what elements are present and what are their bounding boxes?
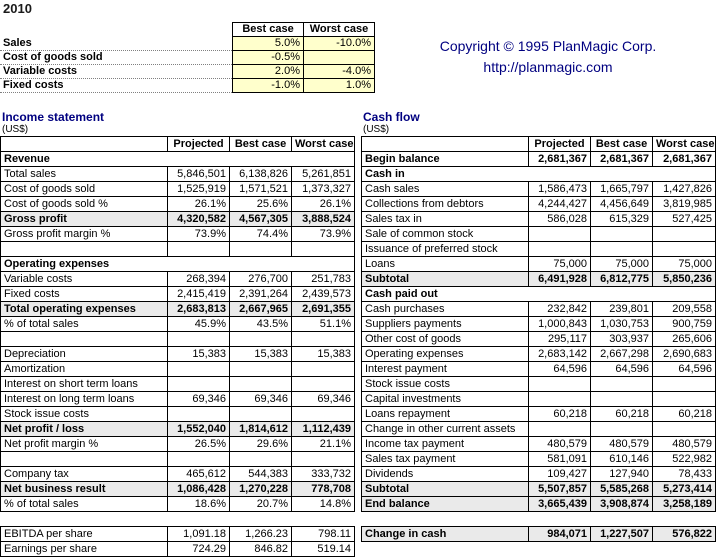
cashflow-value-projected: 480,579	[529, 437, 591, 452]
income-value-worst-case: 778,708	[292, 482, 355, 497]
income-value-best-case	[230, 377, 292, 392]
income-row-label: EBITDA per share	[1, 527, 168, 542]
income-data-row	[1, 527, 355, 542]
cashflow-value-projected: 1,586,473	[529, 182, 591, 197]
income-value-best-case: 544,383	[230, 467, 292, 482]
income-value-worst-case: 73.9%	[292, 227, 355, 242]
scenario-input-worst[interactable]: -10.0%	[304, 37, 375, 51]
income-spacer-cell	[292, 332, 355, 347]
cashflow-total-row	[362, 527, 716, 542]
income-value-projected: 26.5%	[168, 437, 230, 452]
income-value-worst-case: 14.8%	[292, 497, 355, 512]
income-value-best-case: 15,383	[230, 347, 292, 362]
income-value-worst-case: 3,888,524	[292, 212, 355, 227]
cashflow-value-worst-case: 480,579	[653, 437, 716, 452]
cashflow-value-worst-case: 265,606	[653, 332, 716, 347]
income-statement-panel	[0, 110, 355, 557]
income-header-label	[1, 137, 168, 152]
cashflow-data-row	[362, 257, 716, 272]
income-value-best-case: 25.6%	[230, 197, 292, 212]
income-data-row	[1, 347, 355, 362]
income-data-row	[1, 542, 355, 557]
cashflow-row-label: Begin balance	[362, 152, 529, 167]
income-row-label: Cost of goods sold %	[1, 197, 168, 212]
income-value-projected: 26.1%	[168, 197, 230, 212]
cashflow-section-label: Cash paid out	[362, 287, 716, 302]
cashflow-row-label: Dividends	[362, 467, 529, 482]
cashflow-total-row	[362, 272, 716, 287]
cashflow-row-label: Operating expenses	[362, 347, 529, 362]
income-gap-row	[1, 512, 355, 527]
income-data-row	[1, 197, 355, 212]
income-value-projected: 1,525,919	[168, 182, 230, 197]
cashflow-value-best-case: 4,456,649	[591, 197, 653, 212]
income-value-worst-case: 1,373,327	[292, 182, 355, 197]
scenario-row-label: Fixed costs	[0, 79, 233, 93]
cash-flow-table	[361, 136, 716, 542]
cashflow-data-row	[362, 332, 716, 347]
income-spacer-cell	[1, 242, 168, 257]
cashflow-header-row	[362, 137, 716, 152]
income-value-best-case: 69,346	[230, 392, 292, 407]
cashflow-value-best-case: 1,227,507	[591, 527, 653, 542]
income-value-worst-case: 21.1%	[292, 437, 355, 452]
income-data-row	[1, 182, 355, 197]
income-value-worst-case: 15,383	[292, 347, 355, 362]
cashflow-value-projected	[529, 392, 591, 407]
copyright-line-1: Copyright © 1995 PlanMagic Corp.	[439, 38, 657, 54]
income-value-projected: 45.9%	[168, 317, 230, 332]
cashflow-row-label: Other cost of goods	[362, 332, 529, 347]
income-spacer-row	[1, 242, 355, 257]
income-row-label: Total operating expenses	[1, 302, 168, 317]
income-spacer-cell	[292, 242, 355, 257]
cashflow-section-row	[362, 167, 716, 182]
income-value-projected	[168, 377, 230, 392]
income-value-projected: 2,683,813	[168, 302, 230, 317]
income-row-label: Fixed costs	[1, 287, 168, 302]
income-total-row	[1, 482, 355, 497]
income-row-label: % of total sales	[1, 497, 168, 512]
scenario-input-worst[interactable]	[304, 51, 375, 65]
income-value-best-case: 2,391,264	[230, 287, 292, 302]
cashflow-row-label: Collections from debtors	[362, 197, 529, 212]
income-header-projected: Projected	[168, 137, 230, 152]
income-value-worst-case: 2,691,355	[292, 302, 355, 317]
cashflow-section-row	[362, 287, 716, 302]
cashflow-value-best-case	[591, 392, 653, 407]
cashflow-value-best-case: 1,030,753	[591, 317, 653, 332]
cashflow-value-best-case: 5,585,268	[591, 482, 653, 497]
cashflow-data-row	[362, 242, 716, 257]
income-total-row	[1, 422, 355, 437]
cashflow-value-best-case: 75,000	[591, 257, 653, 272]
cashflow-row-label: Issuance of preferred stock	[362, 242, 529, 257]
cashflow-value-projected: 2,681,367	[529, 152, 591, 167]
cashflow-value-projected: 984,071	[529, 527, 591, 542]
cashflow-data-row	[362, 182, 716, 197]
scenario-input-best[interactable]: 5.0%	[233, 37, 304, 51]
income-value-projected: 465,612	[168, 467, 230, 482]
income-value-projected: 2,415,419	[168, 287, 230, 302]
cashflow-row-label: Cash purchases	[362, 302, 529, 317]
cashflow-data-row	[362, 452, 716, 467]
cashflow-value-best-case: 1,665,797	[591, 182, 653, 197]
cashflow-data-row	[362, 407, 716, 422]
income-value-best-case: 6,138,826	[230, 167, 292, 182]
income-data-row	[1, 227, 355, 242]
cashflow-data-row	[362, 362, 716, 377]
income-row-label: Variable costs	[1, 272, 168, 287]
income-value-worst-case: 5,261,851	[292, 167, 355, 182]
income-value-projected: 4,320,582	[168, 212, 230, 227]
income-data-row	[1, 272, 355, 287]
cashflow-value-best-case	[591, 422, 653, 437]
scenario-row-label: Cost of goods sold	[0, 51, 233, 65]
cashflow-value-worst-case	[653, 422, 716, 437]
cashflow-value-projected: 586,028	[529, 212, 591, 227]
cashflow-data-row	[362, 347, 716, 362]
income-row-label: Gross profit margin %	[1, 227, 168, 242]
income-value-projected	[168, 362, 230, 377]
income-row-label: Net profit / loss	[1, 422, 168, 437]
cash-flow-title: Cash flow	[363, 110, 420, 124]
income-row-label: Interest on short term loans	[1, 377, 168, 392]
income-value-projected	[168, 407, 230, 422]
income-data-row	[1, 392, 355, 407]
cashflow-header-label	[362, 137, 529, 152]
cashflow-row-label: Subtotal	[362, 482, 529, 497]
cashflow-value-projected: 3,665,439	[529, 497, 591, 512]
cashflow-value-worst-case: 2,690,683	[653, 347, 716, 362]
cashflow-value-best-case: 60,218	[591, 407, 653, 422]
cashflow-row-label: Sales tax payment	[362, 452, 529, 467]
income-value-best-case: 43.5%	[230, 317, 292, 332]
cashflow-value-best-case: 303,937	[591, 332, 653, 347]
cashflow-gap-row	[362, 512, 716, 527]
income-header-worst-case: Worst case	[292, 137, 355, 152]
income-value-projected: 15,383	[168, 347, 230, 362]
cashflow-gap-cell	[362, 512, 716, 527]
income-section-row	[1, 152, 355, 167]
cashflow-value-best-case: 127,940	[591, 467, 653, 482]
income-value-best-case: 1,571,521	[230, 182, 292, 197]
income-spacer-cell	[230, 332, 292, 347]
cashflow-value-worst-case	[653, 227, 716, 242]
cashflow-data-row	[362, 197, 716, 212]
cashflow-value-projected: 5,507,857	[529, 482, 591, 497]
income-data-row	[1, 287, 355, 302]
income-statement-title: Income statement	[2, 110, 105, 124]
cashflow-value-best-case: 6,812,775	[591, 272, 653, 287]
scenario-input-worst[interactable]: 1.0%	[304, 79, 375, 93]
cash-flow-unit: (US$)	[363, 124, 390, 135]
income-data-row	[1, 317, 355, 332]
copyright-notice	[380, 36, 716, 78]
cashflow-row-label: Suppliers payments	[362, 317, 529, 332]
cashflow-data-row	[362, 227, 716, 242]
income-spacer-cell	[230, 242, 292, 257]
scenario-input-best[interactable]: -1.0%	[233, 79, 304, 93]
cashflow-value-projected: 4,244,427	[529, 197, 591, 212]
scenario-row	[0, 79, 375, 93]
cashflow-value-best-case: 2,681,367	[591, 152, 653, 167]
income-value-best-case: 846.82	[230, 542, 292, 557]
income-row-label: Net business result	[1, 482, 168, 497]
income-value-best-case: 29.6%	[230, 437, 292, 452]
income-row-label: Amortization	[1, 362, 168, 377]
cashflow-data-row	[362, 392, 716, 407]
cashflow-value-worst-case: 209,558	[653, 302, 716, 317]
income-row-label: Earnings per share	[1, 542, 168, 557]
cashflow-value-worst-case: 5,850,236	[653, 272, 716, 287]
income-header-row	[1, 137, 355, 152]
cashflow-row-label: Sales tax in	[362, 212, 529, 227]
cashflow-value-worst-case: 527,425	[653, 212, 716, 227]
income-value-projected: 268,394	[168, 272, 230, 287]
cashflow-value-best-case	[591, 377, 653, 392]
income-value-best-case: 74.4%	[230, 227, 292, 242]
income-value-projected: 18.6%	[168, 497, 230, 512]
income-row-label: Gross profit	[1, 212, 168, 227]
income-data-row	[1, 497, 355, 512]
income-total-row	[1, 302, 355, 317]
income-header-best-case: Best case	[230, 137, 292, 152]
cashflow-row-label: Sale of common stock	[362, 227, 529, 242]
income-value-best-case: 1,270,228	[230, 482, 292, 497]
income-row-label: Interest on long term loans	[1, 392, 168, 407]
page-title: 2010	[3, 1, 32, 16]
income-value-worst-case: 51.1%	[292, 317, 355, 332]
income-value-projected: 724.29	[168, 542, 230, 557]
cashflow-data-row	[362, 437, 716, 452]
income-value-best-case: 1,814,612	[230, 422, 292, 437]
cashflow-data-row	[362, 317, 716, 332]
income-value-worst-case: 1,112,439	[292, 422, 355, 437]
copyright-url: http://planmagic.com	[483, 59, 613, 75]
income-row-label: Cost of goods sold	[1, 182, 168, 197]
income-section-row	[1, 257, 355, 272]
income-row-label: Total sales	[1, 167, 168, 182]
income-data-row	[1, 467, 355, 482]
cashflow-value-best-case	[591, 242, 653, 257]
scenario-row-label: Variable costs	[0, 65, 233, 79]
cash-flow-panel	[361, 110, 716, 542]
income-spacer-row	[1, 452, 355, 467]
cashflow-value-best-case: 615,329	[591, 212, 653, 227]
cashflow-value-worst-case: 75,000	[653, 257, 716, 272]
cashflow-row-label: Capital investments	[362, 392, 529, 407]
cashflow-value-projected	[529, 242, 591, 257]
cashflow-value-worst-case: 3,258,189	[653, 497, 716, 512]
cashflow-row-label: Subtotal	[362, 272, 529, 287]
cashflow-value-projected: 6,491,928	[529, 272, 591, 287]
cashflow-value-projected: 295,117	[529, 332, 591, 347]
income-spacer-cell	[1, 452, 168, 467]
income-value-projected: 73.9%	[168, 227, 230, 242]
cashflow-value-best-case: 239,801	[591, 302, 653, 317]
scenario-row	[0, 65, 375, 79]
cashflow-value-worst-case	[653, 242, 716, 257]
income-value-projected: 69,346	[168, 392, 230, 407]
cashflow-data-row	[362, 302, 716, 317]
scenario-table	[0, 22, 375, 93]
income-value-worst-case	[292, 362, 355, 377]
cashflow-header-projected: Projected	[529, 137, 591, 152]
scenario-input-best[interactable]: 2.0%	[233, 65, 304, 79]
cashflow-data-row	[362, 377, 716, 392]
cashflow-value-worst-case: 1,427,826	[653, 182, 716, 197]
scenario-header-row	[0, 23, 375, 37]
cashflow-section-label: Cash in	[362, 167, 716, 182]
scenario-header-worst-case: Worst case	[304, 23, 375, 37]
cashflow-total-row	[362, 497, 716, 512]
cashflow-value-best-case: 64,596	[591, 362, 653, 377]
cashflow-value-worst-case: 2,681,367	[653, 152, 716, 167]
income-value-projected: 1,091.18	[168, 527, 230, 542]
cashflow-value-projected	[529, 422, 591, 437]
cashflow-row-label: Loans	[362, 257, 529, 272]
cashflow-row-label: Cash sales	[362, 182, 529, 197]
cashflow-value-projected: 2,683,142	[529, 347, 591, 362]
income-section-label: Operating expenses	[1, 257, 355, 272]
income-data-row	[1, 377, 355, 392]
cashflow-value-worst-case	[653, 392, 716, 407]
scenario-header-spacer	[0, 23, 233, 37]
cashflow-value-best-case: 610,146	[591, 452, 653, 467]
scenario-input-worst[interactable]: -4.0%	[304, 65, 375, 79]
cashflow-value-worst-case	[653, 377, 716, 392]
income-value-best-case: 4,567,305	[230, 212, 292, 227]
income-value-worst-case: 2,439,573	[292, 287, 355, 302]
cashflow-header-worst-case: Worst case	[653, 137, 716, 152]
income-value-worst-case: 333,732	[292, 467, 355, 482]
cashflow-value-worst-case: 5,273,414	[653, 482, 716, 497]
income-value-worst-case	[292, 407, 355, 422]
income-data-row	[1, 167, 355, 182]
income-statement-table	[0, 136, 355, 557]
scenario-row	[0, 37, 375, 51]
cashflow-header-best-case: Best case	[591, 137, 653, 152]
income-row-label: % of total sales	[1, 317, 168, 332]
cashflow-value-best-case: 480,579	[591, 437, 653, 452]
income-spacer-cell	[168, 332, 230, 347]
cashflow-value-projected	[529, 377, 591, 392]
income-total-row	[1, 212, 355, 227]
income-row-label: Depreciation	[1, 347, 168, 362]
income-spacer-cell	[168, 242, 230, 257]
income-spacer-cell	[292, 452, 355, 467]
income-value-worst-case: 519.14	[292, 542, 355, 557]
scenario-row-label: Sales	[0, 37, 233, 51]
cashflow-value-worst-case: 576,822	[653, 527, 716, 542]
income-value-worst-case: 251,783	[292, 272, 355, 287]
cashflow-total-row	[362, 482, 716, 497]
income-value-best-case: 276,700	[230, 272, 292, 287]
income-value-best-case	[230, 362, 292, 377]
cashflow-value-best-case: 2,667,298	[591, 347, 653, 362]
income-spacer-cell	[230, 452, 292, 467]
cashflow-value-worst-case: 3,819,985	[653, 197, 716, 212]
cashflow-data-row	[362, 467, 716, 482]
cashflow-row-label: End balance	[362, 497, 529, 512]
income-spacer-row	[1, 332, 355, 347]
income-spacer-cell	[1, 332, 168, 347]
income-value-best-case: 1,266.23	[230, 527, 292, 542]
income-value-projected: 5,846,501	[168, 167, 230, 182]
scenario-header-best-case: Best case	[233, 23, 304, 37]
income-value-worst-case	[292, 377, 355, 392]
cashflow-data-row	[362, 422, 716, 437]
cashflow-value-projected: 1,000,843	[529, 317, 591, 332]
income-statement-unit: (US$)	[2, 124, 29, 135]
cashflow-data-row	[362, 152, 716, 167]
cashflow-value-projected: 232,842	[529, 302, 591, 317]
scenario-assumptions-block	[0, 22, 371, 93]
income-data-row	[1, 407, 355, 422]
cashflow-row-label: Change in other current assets	[362, 422, 529, 437]
income-value-worst-case: 26.1%	[292, 197, 355, 212]
cashflow-value-worst-case: 64,596	[653, 362, 716, 377]
cashflow-row-label: Loans repayment	[362, 407, 529, 422]
cashflow-data-row	[362, 212, 716, 227]
income-value-best-case: 2,667,965	[230, 302, 292, 317]
income-spacer-cell	[168, 452, 230, 467]
cashflow-value-projected: 75,000	[529, 257, 591, 272]
scenario-row	[0, 51, 375, 65]
cashflow-value-worst-case: 60,218	[653, 407, 716, 422]
cashflow-value-projected: 109,427	[529, 467, 591, 482]
cashflow-row-label: Income tax payment	[362, 437, 529, 452]
income-value-projected: 1,086,428	[168, 482, 230, 497]
income-section-label: Revenue	[1, 152, 355, 167]
cashflow-row-label: Stock issue costs	[362, 377, 529, 392]
cashflow-value-worst-case: 78,433	[653, 467, 716, 482]
cashflow-value-projected: 64,596	[529, 362, 591, 377]
income-value-worst-case: 69,346	[292, 392, 355, 407]
cashflow-value-projected	[529, 227, 591, 242]
cashflow-value-best-case	[591, 227, 653, 242]
scenario-input-best[interactable]: -0.5%	[233, 51, 304, 65]
income-value-best-case: 20.7%	[230, 497, 292, 512]
income-row-label: Company tax	[1, 467, 168, 482]
cashflow-row-label: Change in cash	[362, 527, 529, 542]
income-row-label: Net profit margin %	[1, 437, 168, 452]
income-value-worst-case: 798.11	[292, 527, 355, 542]
income-row-label: Stock issue costs	[1, 407, 168, 422]
income-gap-cell	[1, 512, 355, 527]
cashflow-value-worst-case: 522,982	[653, 452, 716, 467]
cashflow-value-projected: 581,091	[529, 452, 591, 467]
cashflow-value-worst-case: 900,759	[653, 317, 716, 332]
cashflow-row-label: Interest payment	[362, 362, 529, 377]
cashflow-value-projected: 60,218	[529, 407, 591, 422]
cashflow-value-best-case: 3,908,874	[591, 497, 653, 512]
income-data-row	[1, 437, 355, 452]
income-data-row	[1, 362, 355, 377]
income-value-projected: 1,552,040	[168, 422, 230, 437]
income-value-best-case	[230, 407, 292, 422]
